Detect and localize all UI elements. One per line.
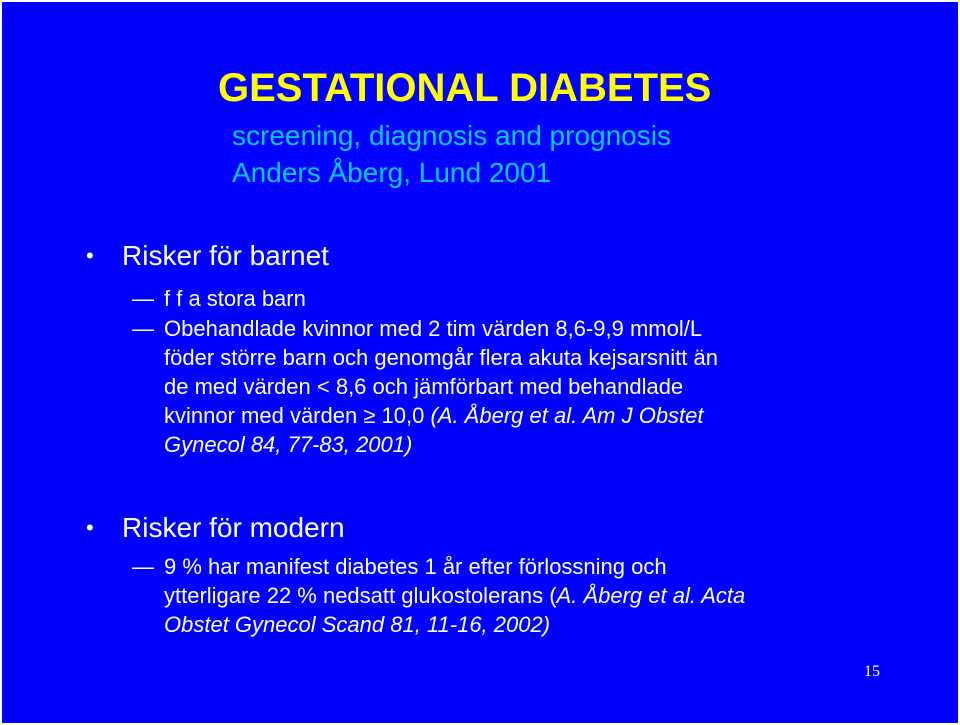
text-line: föder större barn och genomgår flera akuta kejsarsnitt än [164, 345, 718, 370]
bullet-icon: • [86, 515, 94, 540]
text-line: de med värden < 8,6 och jämförbart med behandlade [164, 374, 684, 399]
slide-subtitle: screening, diagnosis and prognosis [232, 120, 671, 151]
text-fragment: kvinnor med värden [164, 403, 364, 428]
text-line: Obehandlade kvinnor med 2 tim värden 8,6-9,9 mmol/L [164, 316, 703, 341]
dash-icon: — [132, 286, 154, 311]
text-line [164, 581, 745, 610]
text-fragment: 10,0 [375, 403, 431, 428]
bullet-icon: • [86, 243, 94, 268]
citation: (A. Åberg et al. Am J Obstet [430, 403, 704, 428]
slide-author-line: Anders Åberg, Lund 2001 [232, 157, 552, 188]
sub-item-text: f f a stora barn [164, 286, 306, 311]
bullet-label: Risker för modern [122, 512, 345, 543]
text-line [164, 401, 718, 430]
page-number: 15 [864, 663, 880, 680]
sub-item-text-block [164, 552, 745, 639]
slide [2, 2, 958, 723]
citation: A. Åberg et al. Acta [556, 583, 746, 608]
slide-title: GESTATIONAL DIABETES [218, 66, 712, 110]
bullet-label: Risker för barnet [122, 240, 329, 271]
dash-icon: — [132, 316, 154, 341]
citation: Obstet Gynecol Scand 81, 11-16, 2002) [164, 612, 551, 637]
geq-symbol: ≥ [363, 403, 376, 428]
text-fragment: ytterligare 22 % nedsatt glukostolerans ( [164, 583, 557, 608]
text-line: 9 % har manifest diabetes 1 år efter förlossning och [164, 554, 667, 579]
sub-item-text-block [164, 314, 718, 459]
citation: Gynecol 84, 77-83, 2001) [164, 432, 413, 457]
dash-icon: — [132, 554, 154, 579]
